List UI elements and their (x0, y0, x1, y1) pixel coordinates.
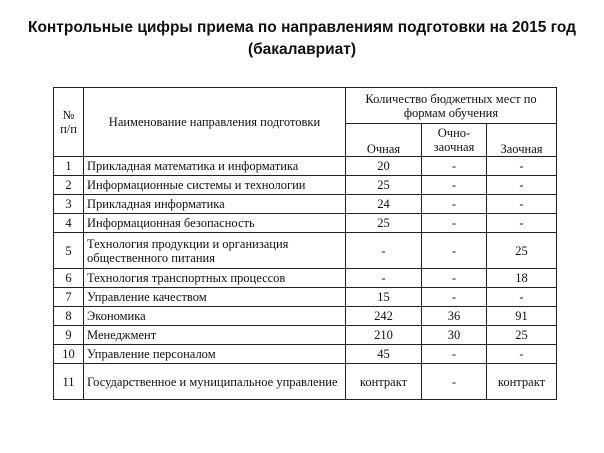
row-part-time-value: - (422, 195, 487, 214)
row-number: 2 (54, 176, 84, 195)
table-header-row (54, 88, 557, 124)
row-program-name: Прикладная информатика (84, 195, 346, 214)
header-program-name: Наименование направления подготовки (84, 88, 346, 157)
row-part-time-value: - (422, 364, 487, 400)
row-extramural-value: контракт (487, 364, 557, 400)
row-extramural-value: - (487, 176, 557, 195)
row-number: 8 (54, 307, 84, 326)
row-full-time-value: 25 (346, 176, 422, 195)
table-row (54, 214, 557, 233)
row-number: 5 (54, 233, 84, 269)
table-row (54, 345, 557, 364)
table-row (54, 269, 557, 288)
admission-quota-table (53, 87, 557, 400)
row-part-time-value: - (422, 269, 487, 288)
row-full-time-value: контракт (346, 364, 422, 400)
row-program-name: Экономика (84, 307, 346, 326)
table-row (54, 326, 557, 345)
row-extramural-value: 18 (487, 269, 557, 288)
row-full-time-value: 45 (346, 345, 422, 364)
row-program-name: Управление качеством (84, 288, 346, 307)
row-program-name: Управление персоналом (84, 345, 346, 364)
header-full-time: Очная (346, 124, 422, 157)
row-full-time-value: 25 (346, 214, 422, 233)
header-part-time-line-2: заочная (433, 140, 475, 154)
row-number: 7 (54, 288, 84, 307)
row-extramural-value: 25 (487, 233, 557, 269)
row-program-name: Государственное и муниципальное управление (84, 364, 346, 400)
header-part-time-line-1: Очно- (437, 126, 471, 140)
header-number-line-2: п/п (60, 122, 77, 136)
row-extramural-value: - (487, 345, 557, 364)
table-row (54, 176, 557, 195)
row-part-time-value: - (422, 214, 487, 233)
table-row (54, 157, 557, 176)
table-row (54, 364, 557, 400)
row-program-name: Технология продукции и организация общественного питания (84, 233, 346, 269)
table-row (54, 233, 557, 269)
row-extramural-value: - (487, 214, 557, 233)
row-number: 10 (54, 345, 84, 364)
row-full-time-value: - (346, 269, 422, 288)
row-number: 1 (54, 157, 84, 176)
row-full-time-value: 24 (346, 195, 422, 214)
table-row (54, 288, 557, 307)
row-part-time-value: 30 (422, 326, 487, 345)
row-part-time-value: - (422, 176, 487, 195)
row-program-name: Информационные системы и технологии (84, 176, 346, 195)
row-full-time-value: - (346, 233, 422, 269)
row-part-time-value: - (422, 157, 487, 176)
row-number: 4 (54, 214, 84, 233)
slide-title (10, 17, 594, 61)
header-number-line-1: № (62, 108, 75, 122)
table-row (54, 195, 557, 214)
row-number: 11 (54, 364, 84, 400)
row-number: 3 (54, 195, 84, 214)
row-full-time-value: 210 (346, 326, 422, 345)
row-part-time-value: - (422, 233, 487, 269)
header-budget-places: Количество бюджетных мест по формам обучения (346, 88, 557, 124)
row-program-name: Прикладная математика и информатика (84, 157, 346, 176)
table-row (54, 307, 557, 326)
row-program-name: Менеджмент (84, 326, 346, 345)
header-number (54, 88, 84, 157)
title-line-1: Контрольные цифры приема по направлениям подготовки на 2015 год (28, 19, 576, 36)
row-full-time-value: 242 (346, 307, 422, 326)
row-extramural-value: - (487, 157, 557, 176)
row-full-time-value: 20 (346, 157, 422, 176)
row-full-time-value: 15 (346, 288, 422, 307)
row-part-time-value: - (422, 345, 487, 364)
row-extramural-value: - (487, 195, 557, 214)
row-program-name: Технология транспортных процессов (84, 269, 346, 288)
row-extramural-value: 25 (487, 326, 557, 345)
row-extramural-value: 91 (487, 307, 557, 326)
row-number: 9 (54, 326, 84, 345)
row-part-time-value: - (422, 288, 487, 307)
row-part-time-value: 36 (422, 307, 487, 326)
header-part-time (422, 124, 487, 157)
row-number: 6 (54, 269, 84, 288)
title-line-2: (бакалавриат) (247, 41, 357, 58)
header-extramural: Заочная (487, 124, 557, 157)
row-extramural-value: - (487, 288, 557, 307)
row-program-name: Информационная безопасность (84, 214, 346, 233)
